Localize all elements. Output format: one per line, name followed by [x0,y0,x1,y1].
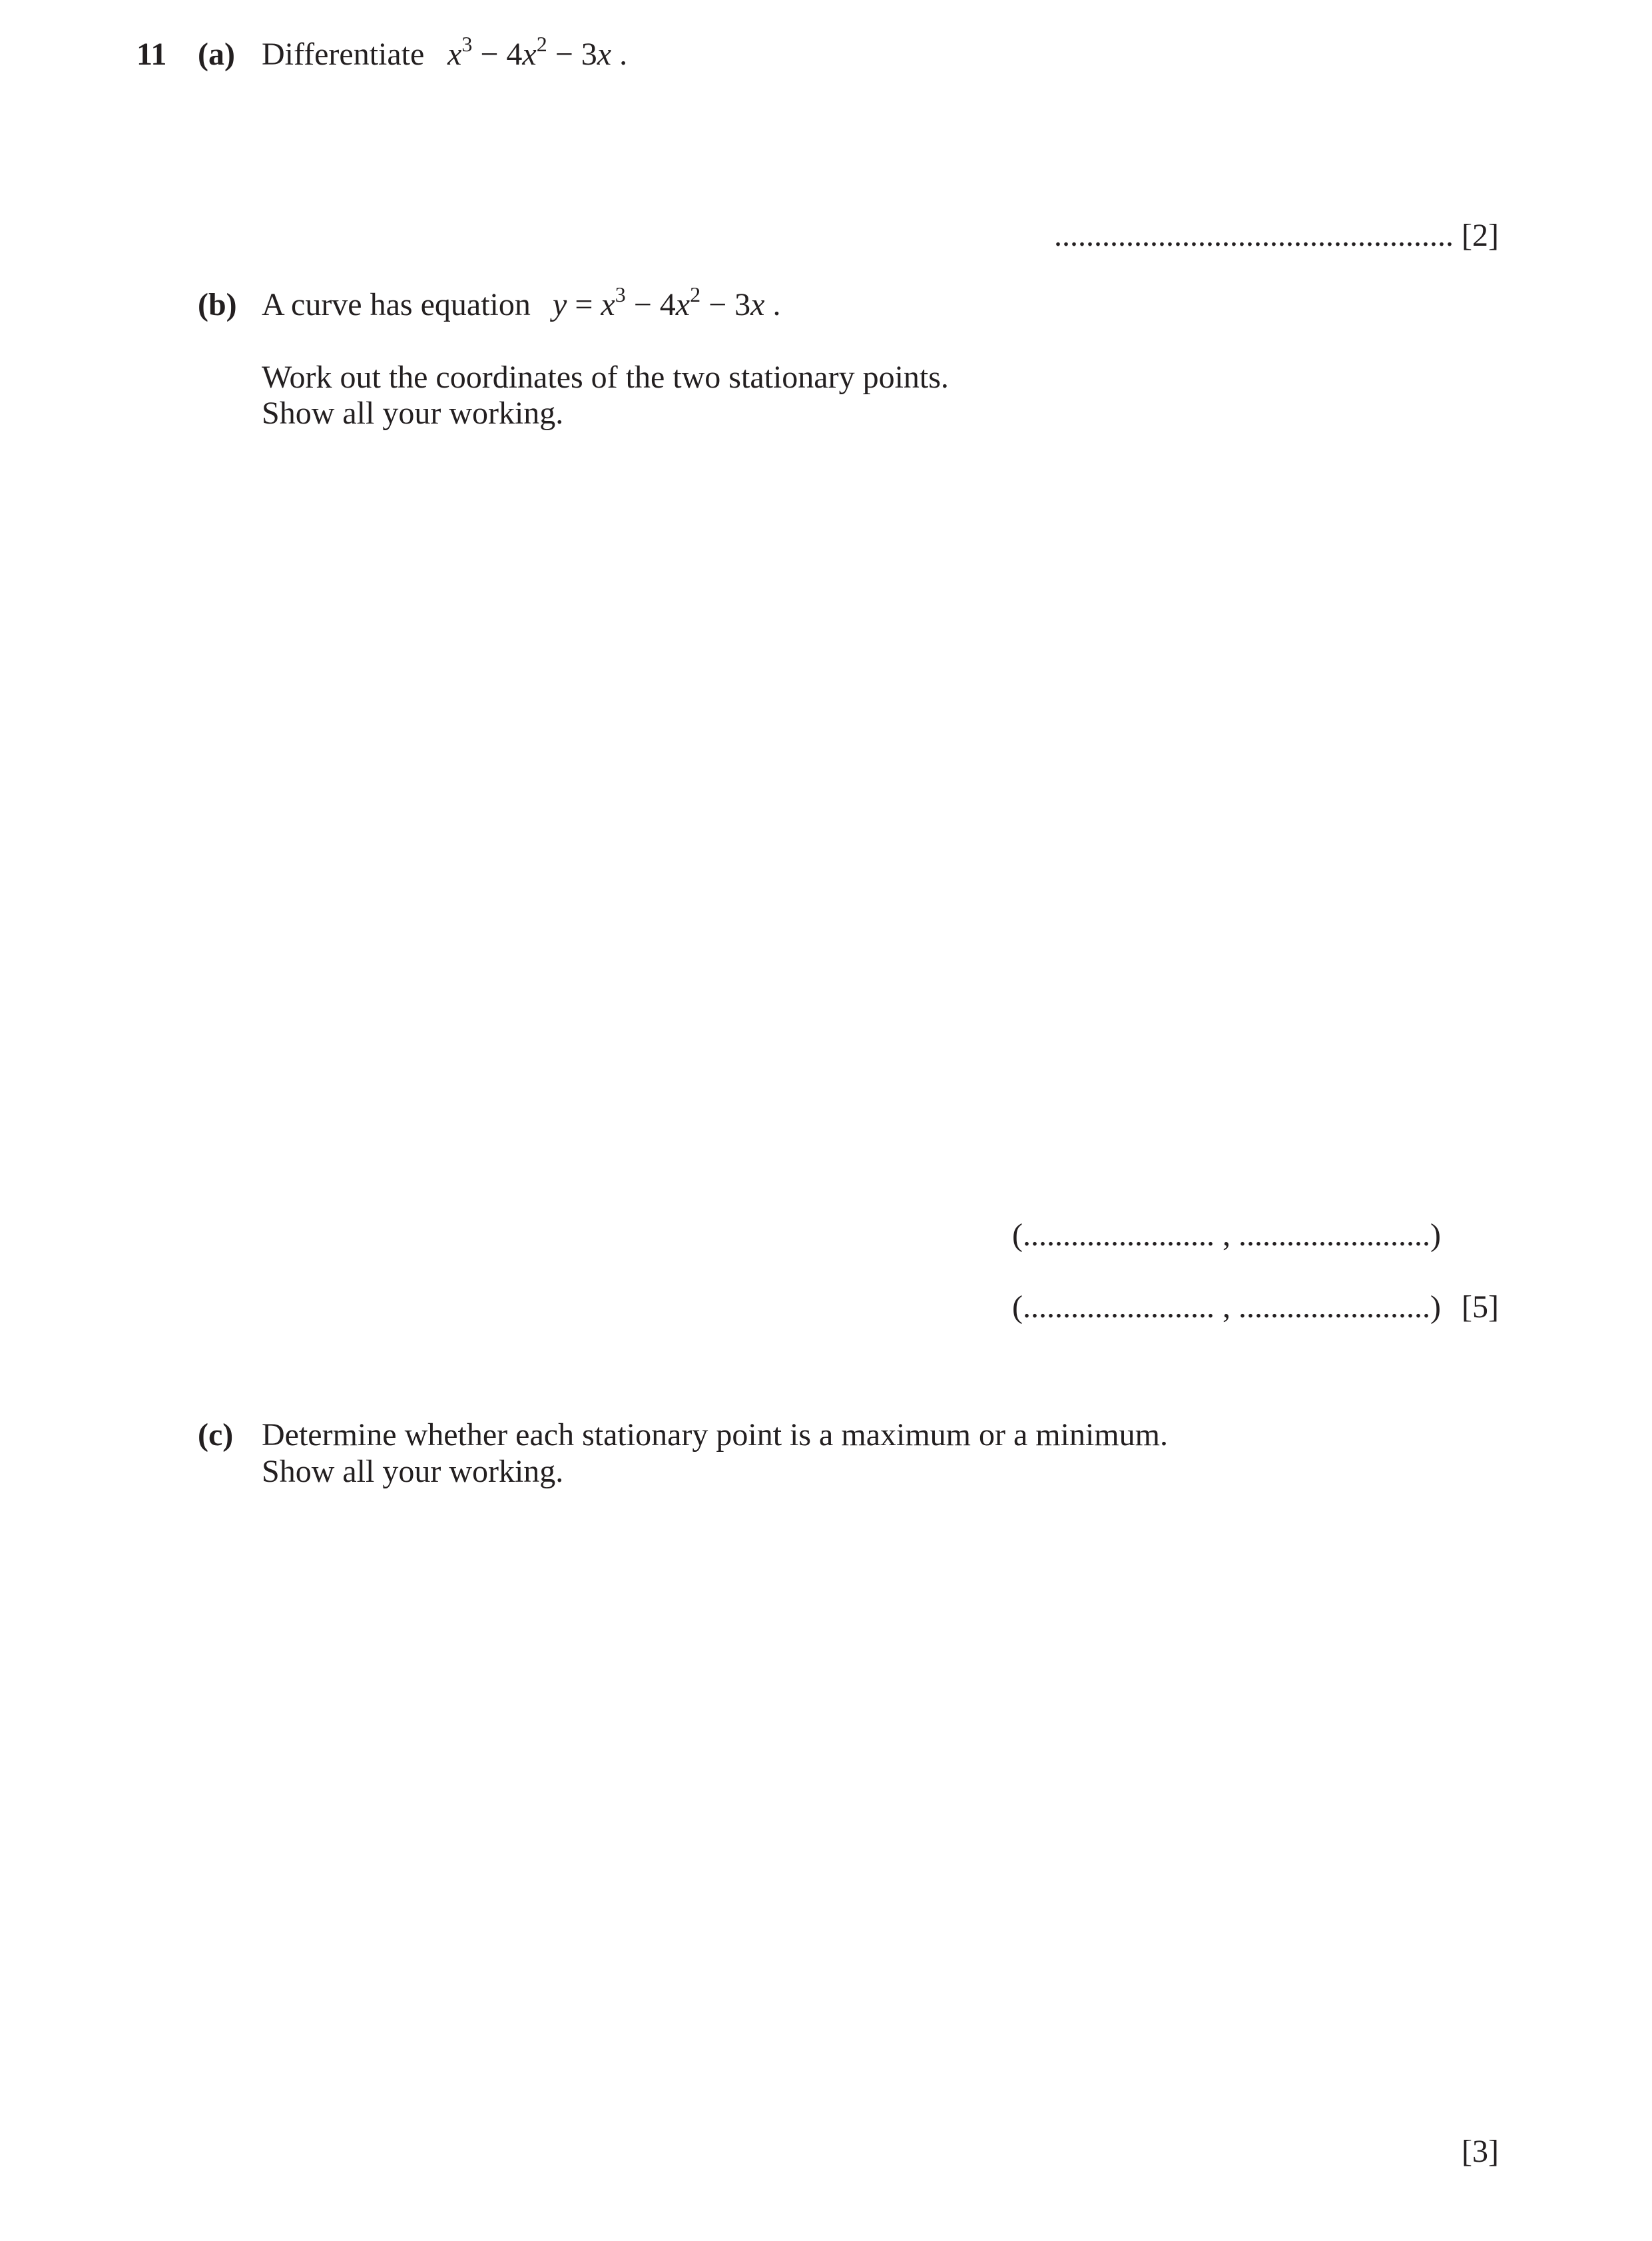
part-c-line-2: Show all your working. [262,1454,564,1489]
part-a-answer-line[interactable]: .................................................. [1054,218,1454,253]
part-b-line-1: Work out the coordinates of the two stationary points. [262,360,949,395]
eq-term: x [675,287,690,322]
eq-term: − 3 [708,287,751,322]
expr-exponent: 3 [461,32,473,56]
expr-term: x [447,37,462,72]
part-b-answer-1[interactable]: (........................ , ........................) [1012,1217,1441,1253]
part-c-line-1: Determine whether each stationary point is a maximum or a minimum. [262,1417,1168,1452]
question-number: 11 [137,37,167,72]
expr-term: x [522,37,537,72]
eq-term: y [553,287,567,322]
part-a-label: (a) [198,37,235,72]
part-a-instruction: Differentiate [262,37,425,72]
expr-exponent: 2 [536,32,547,56]
part-b-intro: A curve has equation [262,287,531,322]
expr-term: − 3 [555,37,597,72]
part-c-marks: [3] [1462,2134,1499,2169]
part-b-line-2: Show all your working. [262,396,564,431]
part-b-marks: [5] [1462,1289,1499,1325]
eq-term: − 4 [633,287,676,322]
eq-exponent: 2 [690,282,701,306]
part-b-equation [553,282,781,322]
eq-end: . [764,287,781,322]
eq-sign: = [567,287,601,322]
part-a-marks: [2] [1462,218,1499,253]
part-b-label: (b) [198,287,237,322]
part-a-expression [447,32,628,72]
expr-term: x [597,37,612,72]
eq-term: x [601,287,615,322]
expr-end: . [611,37,628,72]
expr-term: − 4 [480,37,523,72]
part-c-label: (c) [198,1417,234,1452]
eq-term: x [750,287,765,322]
part-b-answer-2[interactable]: (........................ , ........................) [1012,1289,1441,1325]
eq-exponent: 3 [615,282,626,306]
